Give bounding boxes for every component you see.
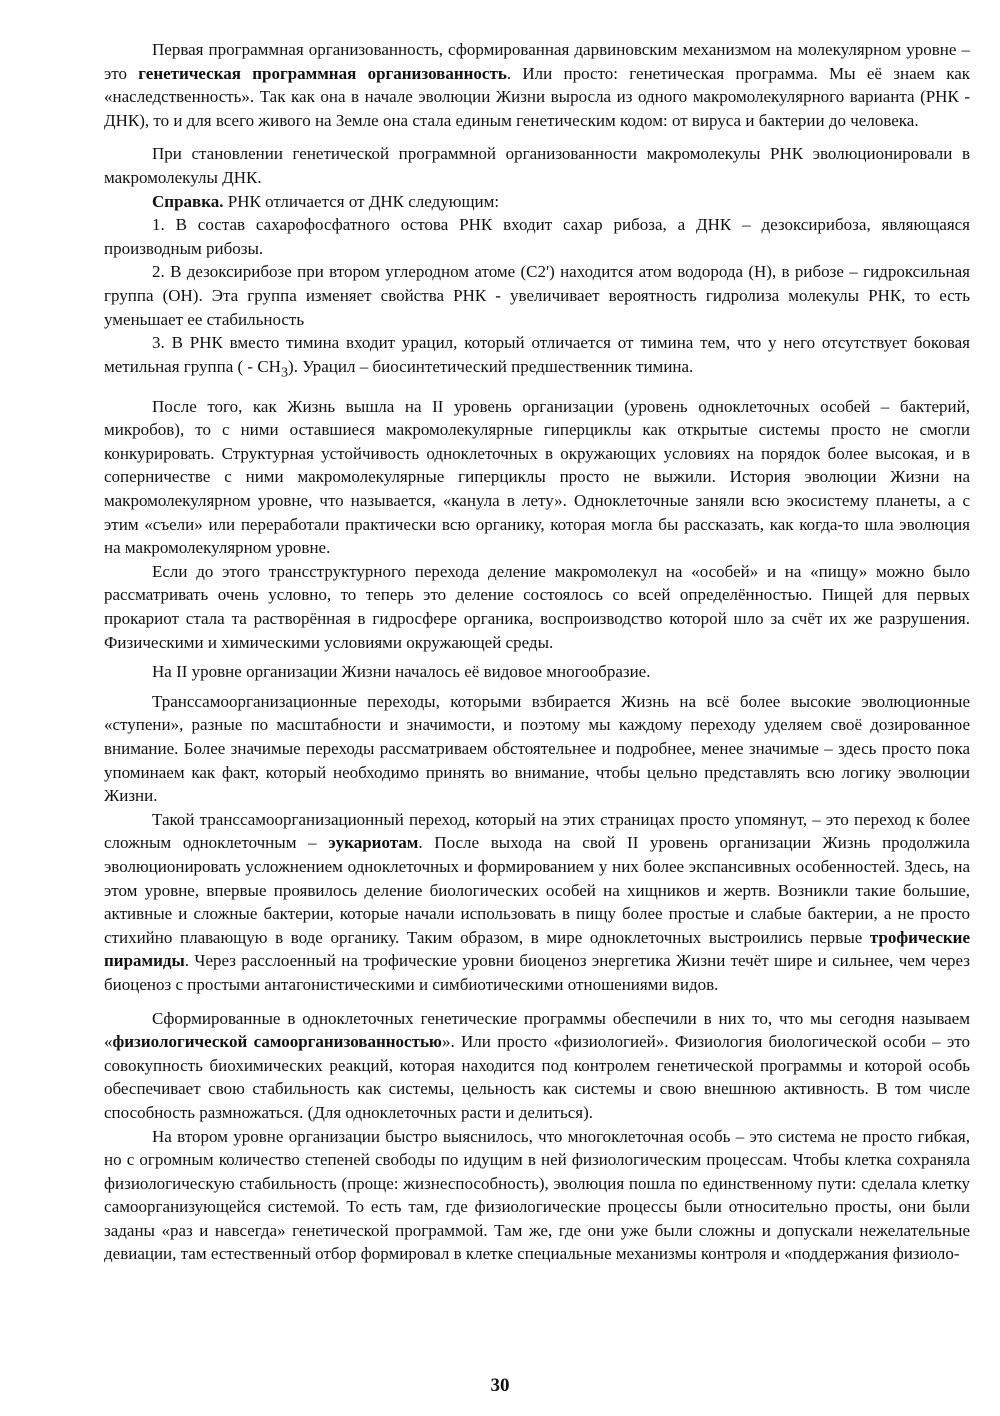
- list-item-3: 3. В РНК вместо тимина входит урацил, который отличается от тимина тем, что у него отсутствует боковая метильная группа ( - $CH_3$). Урацил – биосинтетический предшественник тимина.: [104, 333, 970, 381]
- paragraph-rna-to-dna: При становлении генетической программной организованности макромолекулы РНК эволюционировали в макромолекулы ДНК.: [104, 144, 970, 187]
- reference-label: Справка.: [152, 191, 224, 211]
- paragraph-transstructural: Если до этого трансструктурного перехода деление макромолекул на «особей» и на «пищу» можно было рассматривать очень условно, то теперь это деление состоялось со всей определённостью. Пищей для первых прокариот стала та растворённая в гидросфере органика, воспроизводство которой шло за счёт их же разрушения. Физическими и химическими условиями окружающей среды.: [104, 561, 970, 652]
- paragraph-eukaryotes: Такой транссамоорганизационный переход, который на этих страницах просто упомянут, – это переход к более сложным одноклеточным – эукариотам. После выхода на свой II уровень организации Жизнь продолжила эволюционировать усложнением одноклеточных и формированием у них более экспансивных особенностей. Здесь, на этом уровне, впервые проявилось деление биологических особей на хищников и жертв. Возникли такие большие, активные и сложные бактерии, которые начали использовать в пищу более простые и слабые бактерии, а не просто стихийно плавающую в воде органику. Таким образом, в мире одноклеточных выстроились первые трофические пирамиды. Через расслоенный на трофические уровни биоценоз энергетика Жизни течёт шире и сильнее, чем через биоценоз с простыми антагонистическими и симбиотическими отношениями видов.: [104, 809, 970, 994]
- paragraph-transitions: Транссамоорганизационные переходы, которыми взбирается Жизнь на всё более высокие эволюционные «ступени», разные по масштабности и значимости, и поэтому мы каждому переходу уделяем своё дозированное внимание. Более значимые переходы рассматриваем обстоятельнее и подробнее, менее значимые – здесь просто пока упоминаем как факт, который необходимо принять во внимание, чтобы цельно представлять всю логику эволюции Жизни.: [104, 691, 970, 806]
- list-item-1: 1. В состав сахарофосфатного остова РНК входит сахар рибоза, а ДНК – дезоксирибоза, являющаяся производным рибозы.: [104, 215, 970, 258]
- paragraph-level-two: После того, как Жизнь вышла на II уровень организации (уровень одноклеточных особей – бактерий, микробов), то с ними оставшиеся макромолекулярные гиперциклы как открытые системы просто не смогли конкурировать. Структурная устойчивость одноклеточных в окружающих условиях на порядок более высокая, и в соперничестве с ними макромолекулярные гиперциклы просто не выжили. История эволюции Жизни на макромолекулярном уровне, что называется, «канула в лету». Одноклеточные заняли всю экосистему планеты, а с этим «съели» или переработали практически всю органику, которая могла бы рассказать, как когда-то шла эволюция на макромолекулярном уровне.: [104, 396, 970, 558]
- paragraph-genetic-program: Первая программная организованность, сформированная дарвиновским механизмом на молекулярном уровне – это генетическая программная организованность. Или просто: генетическая программа. Мы её знаем как «наследственность». Так как она в начале эволюции Жизни выросла из одного макромолекулярного варианта (РНК - ДНК), то и для всего живого на Земле она стала единым генетическим кодом: от вируса и бактерии до человека.: [104, 40, 971, 130]
- page-number: 30: [490, 1375, 510, 1396]
- paragraph-diversity: На II уровне организации Жизни началось её видовое многообразие.: [152, 662, 651, 682]
- paragraph-second-level: На втором уровне организации быстро выяснилось, что многоклеточная особь – это система не просто гибкая, но с огромным количество степеней свободы по идущим в ней физиологическим процессам. Чтобы клетка сохраняла физиологическую стабильность (проще: жизнеспособность), эволюция пошла по единственному пути: сделала клетку самоорганизующейся системой. То есть там, где физиологические процессы были относительно просты, они были заданы «раз и навсегда» генетической программой. Там же, где они уже были сложны и допускали нежелательные девиации, там естественный отбор формировал в клетке специальные механизмы контроля и «поддержания физиоло-: [104, 1126, 970, 1264]
- term-eukaryotes: эукариотам: [328, 833, 419, 853]
- paragraph-reference: Справка. РНК отличается от ДНК следующим:: [152, 191, 500, 211]
- body-text: [104, 38, 970, 1266]
- term-physiological-self-organization: физиологической самоорганизованностью: [112, 1032, 442, 1052]
- term-genetic-program: генетическая программная организованность: [138, 63, 507, 83]
- list-item-2: 2. В дезоксирибозе при втором углеродном атоме (C2') находится атом водорода (H), в рибозе – гидроксильная группа (OH). Эта группа изменяет свойства РНК - увеличивает вероятность гидролиза молекулы РНК, то есть уменьшает ее стабильность: [104, 262, 970, 329]
- term-trophic-pyramids: трофические пирамиды: [104, 927, 970, 971]
- paragraph-physiology: Сформированные в одноклеточных генетические программы обеспечили в них то, что мы сегодня называем «физиологической самоорганизованностью». Или просто «физиологией». Физиология биологической особи – это совокупность биохимических реакций, которая находится под контролем генетической программы и которой особь обеспечивает свою стабильность как системы, цельность как системы и свою внешнюю активность. В том числе способность размножаться. (Для одноклеточных расти и делиться).: [104, 1008, 971, 1122]
